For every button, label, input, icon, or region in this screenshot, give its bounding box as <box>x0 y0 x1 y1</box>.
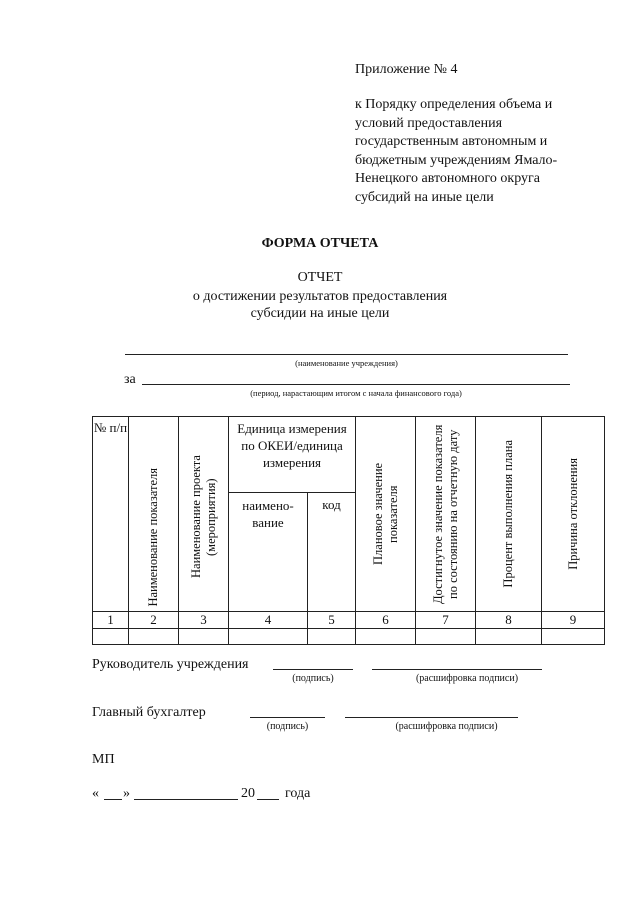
appendix-line: условий предоставления <box>355 115 503 131</box>
col-number: 1 <box>93 612 129 629</box>
col-number: 8 <box>476 612 542 629</box>
appendix-line: Ненецкого автономного округа <box>355 171 540 186</box>
col-number: 9 <box>542 612 605 629</box>
report-table <box>92 416 605 645</box>
header-unit-group: Единица измерения по ОКЕИ/единица измерения <box>229 417 356 493</box>
empty-cell <box>476 629 542 645</box>
appendix-line: бюджетным учреждениям Ямало- <box>355 152 558 168</box>
empty-cell <box>229 629 308 645</box>
appendix-line: к Порядку определения объема и <box>355 97 553 112</box>
date-month-line <box>134 799 238 800</box>
empty-cell <box>542 629 605 645</box>
date-year-prefix: 20 <box>241 786 255 801</box>
empty-cell <box>416 629 476 645</box>
head-signature-hint: (подпись) <box>292 673 334 684</box>
date-day-line <box>104 799 122 800</box>
header-unit-code: код <box>308 493 356 612</box>
header-achieved <box>416 417 476 612</box>
col-number: 6 <box>356 612 416 629</box>
col-number: 2 <box>129 612 179 629</box>
head-decode-line <box>372 669 542 670</box>
empty-cell <box>179 629 229 645</box>
period-line <box>142 384 570 385</box>
period-hint: (период, нарастающим итогом с начала финансового года) <box>250 388 462 398</box>
col-number: 5 <box>308 612 356 629</box>
header-unit-name: наимено-вание <box>229 493 308 612</box>
col-number: 7 <box>416 612 476 629</box>
appendix-title: Приложение № 4 <box>355 62 458 77</box>
col-number: 3 <box>179 612 229 629</box>
header-project-label: Наименование проекта (мероприятия) <box>188 455 218 579</box>
col-number: 4 <box>229 612 308 629</box>
empty-cell <box>308 629 356 645</box>
empty-cell <box>356 629 416 645</box>
header-percent-label: Процент выполнения плана <box>501 440 515 588</box>
accountant-decode-line <box>345 717 518 718</box>
report-subtitle <box>0 288 640 322</box>
appendix-line: государственным автономным и <box>355 134 548 149</box>
period-prefix: за <box>124 372 136 387</box>
header-planned <box>356 417 416 612</box>
report-subtitle-line: субсидии на иные цели <box>250 306 390 321</box>
header-reason-label: Причина отклонения <box>565 458 580 570</box>
header-planned-label: Плановое значение показателя <box>370 462 400 566</box>
header-percent <box>476 417 542 612</box>
head-label: Руководитель учреждения <box>92 657 249 672</box>
header-project <box>179 417 229 612</box>
header-indicator-label: Наименование показателя <box>146 468 160 607</box>
date-year-line <box>257 799 279 800</box>
institution-line <box>125 354 568 355</box>
report-title: ОТЧЕТ <box>297 270 343 285</box>
header-reason <box>542 417 605 612</box>
date-year-suffix: года <box>285 786 311 801</box>
report-subtitle-line: о достижении результатов предоставления <box>192 289 448 304</box>
date-open-quote: « <box>92 786 99 801</box>
accountant-signature-line <box>250 717 325 718</box>
header-achieved-label: Достигнутое значение показателя по состоянию на отчетную дату <box>430 424 460 604</box>
header-indicator <box>129 417 179 612</box>
date-close-quote: » <box>123 786 130 801</box>
accountant-label: Главный бухгалтер <box>92 705 206 720</box>
header-num: № п/п <box>93 417 129 612</box>
stamp-label: МП <box>92 752 115 767</box>
appendix-text <box>355 96 615 207</box>
institution-hint: (наименование учреждения) <box>295 358 398 368</box>
head-signature-line <box>273 669 353 670</box>
head-decode-hint: (расшифровка подписи) <box>415 673 519 684</box>
accountant-decode-hint: (расшифровка подписи) <box>395 721 498 732</box>
empty-cell <box>93 629 129 645</box>
accountant-signature-hint: (подпись) <box>266 721 309 732</box>
empty-cell <box>129 629 179 645</box>
form-title: ФОРМА ОТЧЕТА <box>261 236 379 251</box>
appendix-line: субсидий на иные цели <box>355 189 494 205</box>
